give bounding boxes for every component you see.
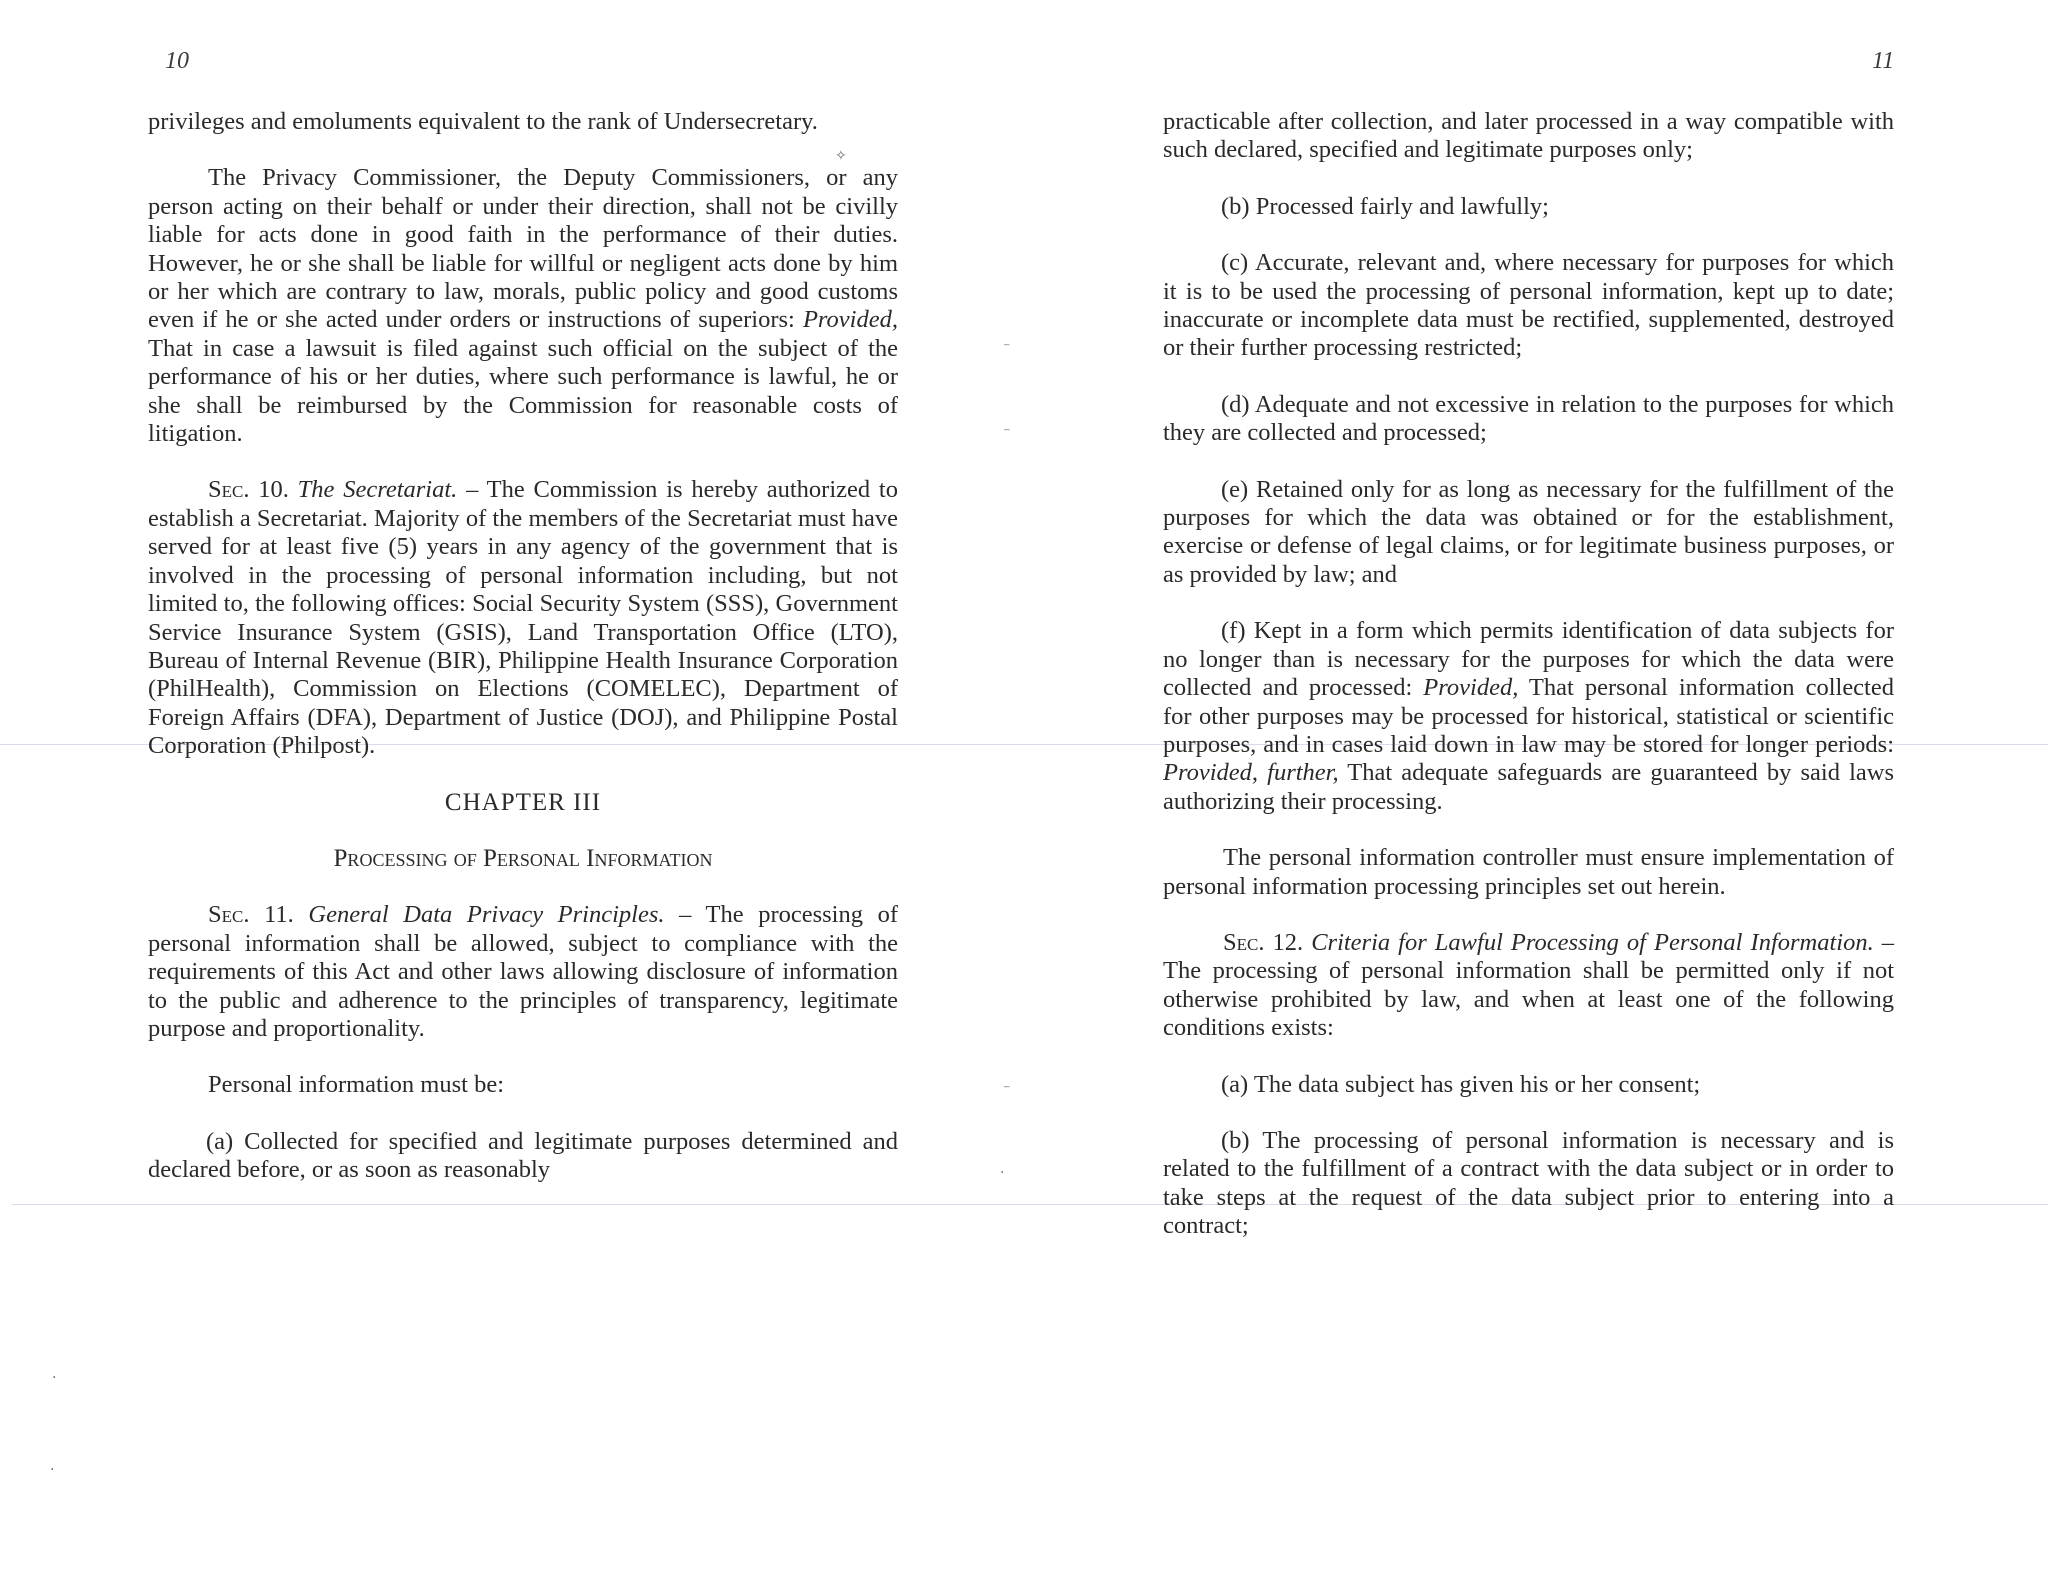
paragraph-liability xyxy=(148,164,898,448)
paragraph-must-be: Personal information must be: xyxy=(208,1071,504,1099)
section-12 xyxy=(1163,929,1894,1043)
section-11 xyxy=(148,901,898,1043)
section-10 xyxy=(148,476,898,760)
ink-speck: ⁻ xyxy=(1003,340,1011,356)
left-page-text xyxy=(148,108,898,1213)
section-11-label: Sec. 11. xyxy=(208,901,294,929)
clause-a-continued: practicable after collection, and later processed in a way compatible with such declared, specified and legitimate purposes only; xyxy=(1163,108,1894,164)
clause-c: (c) Accurate, relevant and, where necessary for purposes for which it is to be used the processing of personal information, kept up to date; inaccurate or incomplete data must be rectified, supplemented, destroyed or their further processing restricted; xyxy=(1163,249,1894,362)
ink-speck: ⁻ xyxy=(1003,425,1011,441)
page-number-left: 10 xyxy=(165,48,189,74)
condition-a: (a) The data subject has given his or her consent; xyxy=(1221,1070,1701,1098)
ink-speck: · xyxy=(1000,1165,1005,1181)
liability-text-start: The Privacy Commissioner, the Deputy Commissioners, or any person acting on their behalf or under their direction, shall not be civilly liable for acts done in good faith in the performance of their duties. However, he or she shall be liable for willful or negligent acts done by him or her which are contrary to law, morals, public policy and good customs even if he or she acted under orders or instructions of superiors: xyxy=(148,164,898,334)
section-10-title: The Secretariat. xyxy=(297,476,458,504)
ink-speck: · xyxy=(52,1370,57,1386)
section-12-label: Sec. 12. xyxy=(1223,928,1304,956)
section-10-label: Sec. 10. xyxy=(208,476,289,504)
clause-f-provided-further: Provided, further, xyxy=(1163,759,1339,787)
chapter-title: Processing of Personal Information xyxy=(333,844,713,872)
condition-b: (b) The processing of personal information is necessary and is related to the fulfillment of a contract with the data subject or in order to take steps at the request of the data subject prior to entering into a contract; xyxy=(1163,1126,1894,1240)
clause-b: (b) Processed fairly and lawfully; xyxy=(1221,192,1549,220)
section-12-body: – The processing of personal information shall be permitted only if not otherwise prohibited by law, and when at least one of the following conditions exists: xyxy=(1163,928,1895,1042)
ink-speck: · xyxy=(50,1462,55,1478)
section-12-title: Criteria for Lawful Processing of Personal Information. xyxy=(1311,928,1874,956)
page-number-right: 11 xyxy=(1872,48,1895,74)
chapter-heading: CHAPTER III xyxy=(444,788,602,816)
paragraph-privileges: privileges and emoluments equivalent to the rank of Undersecretary. xyxy=(148,108,818,135)
ink-speck: ✧ xyxy=(835,148,847,164)
section-11-title: General Data Privacy Principles. xyxy=(308,901,665,929)
clause-f-text-2: That personal information collected for other purposes may be processed for historical, statistical or scientific purposes, and in cases laid down in law may be stored for longer periods: xyxy=(1163,674,1894,758)
clause-e: (e) Retained only for as long as necessary for the fulfillment of the purposes for which the data was obtained or for the establishment, exercise or defense of legal claims, or for legitimate business purposes, or as provided by law; and xyxy=(1163,475,1894,588)
clause-f xyxy=(1163,617,1894,816)
section-11-body: – The processing of personal information shall be allowed, subject to compliance with the requirements of this Act and other laws allowing disclosure of information to the public and adherence to the principles of transparency, legitimate purpose and proportionality. xyxy=(148,901,898,1042)
ink-speck: ⁻ xyxy=(1003,1082,1011,1098)
liability-text-end: That in case a lawsuit is filed against such official on the subject of the performance of his or her duties, where such performance is lawful, he or she shall be reimbursed by the Commission for reasonable costs of litigation. xyxy=(148,334,898,448)
right-page-text xyxy=(1163,108,1894,1269)
clause-f-provided: Provided, xyxy=(1423,674,1519,702)
provided-italic: Provided, xyxy=(802,306,898,334)
paragraph-controller: The personal information controller must ensure implementation of personal information processing principles set out herein. xyxy=(1163,844,1894,900)
clause-f-text-3: That adequate safeguards are guaranteed by said laws authorizing their processing. xyxy=(1163,759,1894,815)
clause-a: (a) Collected for specified and legitimate purposes determined and declared before, or as soon as reasonably xyxy=(148,1127,898,1184)
section-10-body: – The Commission is hereby authorized to establish a Secretariat. Majority of the members of the Secretariat must have served for at least five (5) years in any agency of the government that is involved in the processing of personal information including, but not limited to, the following offices: Social Security System (SSS), Government Service Insurance System (GSIS), Land Transportation Office (LTO), Bureau of Internal Revenue (BIR), Philippine Health Insurance Corporation (PhilHealth), Commission on Elections (COMELEC), Department of Foreign Affairs (DFA), Department of Justice (DOJ), and Philippine Postal Corporation (Philpost). xyxy=(148,476,898,760)
clause-f-text-1: (f) Kept in a form which permits identification of data subjects for no longer than is necessary for the purposes for which the data were collected and processed: xyxy=(1163,617,1894,702)
clause-d: (d) Adequate and not excessive in relation to the purposes for which they are collected and processed; xyxy=(1163,390,1894,447)
